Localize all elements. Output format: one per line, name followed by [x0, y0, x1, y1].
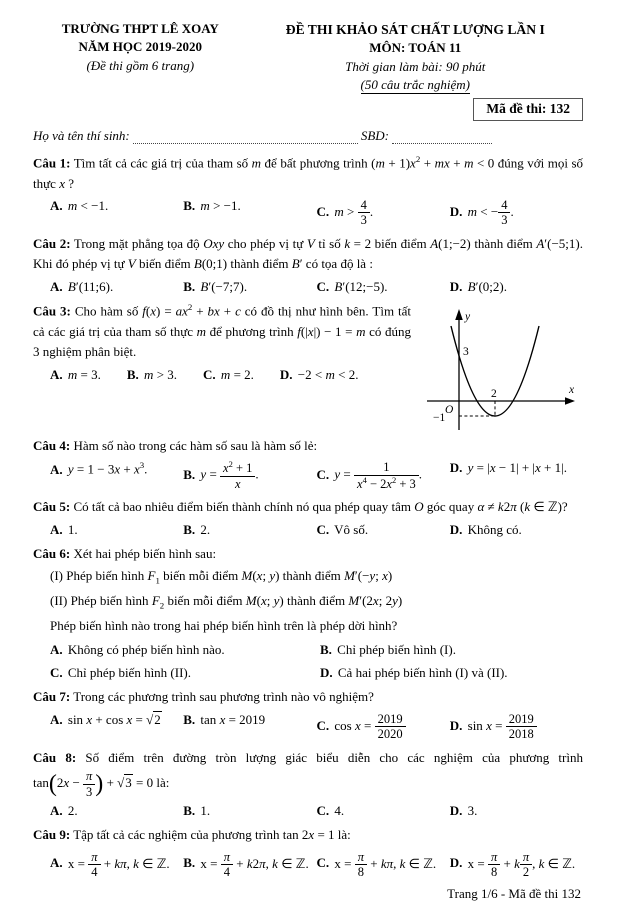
- y-axis-arrow: [455, 309, 463, 320]
- option-B: B. Chỉ phép biến hình (I).: [320, 642, 456, 658]
- question-content: [33, 301, 411, 433]
- option-letter: B.: [183, 198, 196, 214]
- option-letter: B.: [320, 642, 332, 658]
- option-letter: C.: [50, 665, 63, 681]
- option-B: B. 1.: [183, 803, 211, 819]
- option-letter: A.: [50, 855, 63, 871]
- option-letter: A.: [50, 366, 63, 382]
- option-D: D. B′(0;2).: [449, 278, 507, 294]
- option-letter: A.: [50, 803, 63, 819]
- option-D: D. x = $\frac{\pi}{8}$ + k $\frac{\pi}{2}$ , k ∈ ℤ.: [449, 849, 576, 879]
- question-body: Câu 8: Số điểm trên đường tròn lượng giác biểu diễn cho các nghiệm của phương trình: [33, 749, 583, 765]
- exam-header: [33, 20, 583, 144]
- option-letter: A.: [50, 461, 63, 477]
- sbd-label: SBD:: [360, 127, 389, 143]
- school-block: [33, 20, 248, 95]
- option-A: A. $y = 1 - 3x + x^3$.: [50, 460, 148, 477]
- questions: [33, 153, 583, 886]
- question-body: Câu 5: Có tất cả bao nhiêu điểm biến thành chính nó qua phép quay tâm O góc quay α ≠ k2π (k ∈ ℤ)?: [33, 499, 568, 515]
- option-B: B. m > −1.: [183, 198, 241, 214]
- question-label: Câu 4:: [33, 437, 71, 453]
- option-B: B. 2.: [183, 521, 211, 537]
- option-C: C. B′(12;−5).: [316, 278, 388, 294]
- option-B: B. y = $\frac{x^2 + 1}{x}$ .: [183, 459, 259, 491]
- origin-label: O: [445, 403, 454, 416]
- option-C: C. 4.: [316, 803, 345, 819]
- options: [33, 195, 583, 231]
- option-letter: D.: [449, 521, 463, 537]
- option-letter: D.: [279, 366, 293, 382]
- option-D: D. sin x = $\frac{2019}{2018}$: [450, 709, 583, 745]
- student-name-label: Họ và tên thí sinh:: [33, 127, 130, 143]
- option-letter: A.: [50, 711, 63, 727]
- option-B: B. m > 3.: [126, 366, 178, 382]
- option-B: B. x = $\frac{\pi}{4}$ + k2π, k ∈ ℤ.: [183, 849, 309, 879]
- question-body: Câu 6: Xét hai phép biến hình sau:: [33, 545, 217, 561]
- option-letter: C.: [316, 203, 330, 219]
- y-tick-label: −1: [433, 411, 446, 424]
- option-D: D. y = |x − 1| + |x + 1|.: [449, 460, 567, 476]
- question-4: [33, 436, 583, 494]
- question-3: [33, 301, 583, 433]
- option-letter: C.: [316, 855, 330, 871]
- exam-code-badge: Mã đề thi: 132: [473, 98, 583, 121]
- format-note: (50 câu trắc nghiệm): [360, 77, 470, 93]
- question-label: Câu 8:: [33, 749, 77, 765]
- options: [33, 364, 411, 386]
- question-content: [33, 687, 583, 744]
- option-letter: D.: [449, 278, 463, 294]
- option-D: D. −2 < m < 2.: [279, 366, 359, 382]
- option-letter: D.: [449, 855, 463, 871]
- pages-note: (Đề thi gồm 6 trang): [86, 57, 195, 73]
- x-axis-label: x: [569, 383, 575, 396]
- option-C: C. m = 2.: [203, 366, 254, 382]
- option-D: D. 3.: [449, 803, 478, 819]
- question-6: [33, 544, 583, 684]
- option-A: A. m = 3.: [50, 366, 101, 382]
- option-letter: A.: [50, 642, 63, 658]
- question-body: Câu 1: Tìm tất cả các giá trị của tham số m để bất phương trình $(m + 1)x^2$ + mx + m < 0 đúng với mọi số thực x ?: [33, 153, 584, 191]
- options: [33, 847, 583, 883]
- option-C: C. cos x = $\frac{2019}{2020}$: [317, 709, 450, 745]
- question-content: [33, 234, 583, 298]
- options: [33, 519, 583, 541]
- option-D: D. m < − $\frac{4}{3}$ .: [449, 198, 514, 228]
- option-A: A. 1.: [50, 521, 78, 537]
- exam-title: ĐỀ THI KHẢO SÁT CHẤT LƯỢNG LẦN I: [285, 22, 545, 37]
- option-letter: D.: [320, 665, 333, 681]
- option-C: C. y = $\frac{1}{x^4 - 2x^2 + 3}$ .: [316, 460, 423, 491]
- exam-subject: MÔN: TOÁN 11: [369, 40, 462, 56]
- question-content: [33, 436, 583, 494]
- option-letter: A.: [50, 278, 63, 294]
- question-label: Câu 2:: [33, 235, 71, 251]
- name-dotted-line: [133, 129, 358, 144]
- option-D: D. Không có.: [449, 521, 522, 537]
- option-A: A. x = $\frac{\pi}{4}$ + kπ, k ∈ ℤ.: [50, 849, 170, 879]
- page-footer: Trang 1/6 - Mã đề thi 132: [447, 886, 581, 902]
- question-subline: Phép biến hình nào trong hai phép biến hình trên là phép dời hình?: [50, 618, 398, 634]
- option-letter: C.: [316, 521, 330, 537]
- figure-parabola: [411, 301, 583, 433]
- option-letter: A.: [50, 521, 63, 537]
- question-body: Câu 9: Tập tất cả các nghiệm của phương trình tan 2x = 1 là:: [33, 827, 351, 843]
- question-label: Câu 1:: [33, 154, 71, 170]
- exam-duration: Thời gian làm bài: 90 phút: [345, 58, 486, 74]
- y-axis-label: y: [465, 310, 471, 323]
- options: [33, 276, 583, 298]
- question-subline: (I) Phép biến hình $F_1$ biến mỗi điểm M(x; y) thành điểm M′(−y; x): [50, 568, 393, 586]
- option-letter: B.: [183, 466, 196, 482]
- question-8: [33, 748, 583, 822]
- option-letter: D.: [449, 203, 463, 219]
- question-label: Câu 7:: [33, 689, 71, 705]
- question-content: [33, 544, 583, 684]
- question-content: [33, 497, 583, 541]
- option-letter: B.: [183, 278, 196, 294]
- question-label: Câu 3:: [33, 303, 71, 319]
- question-subline: (II) Phép biến hình $F_2$ biến mỗi điểm M(x; y) thành điểm M′(2x; 2y): [50, 593, 403, 611]
- question-label: Câu 5:: [33, 499, 71, 515]
- question-2: [33, 234, 583, 298]
- question-5: [33, 497, 583, 541]
- option-A: A. 2.: [50, 803, 78, 819]
- question-content: [33, 825, 583, 882]
- student-name-line: [33, 128, 495, 144]
- option-letter: B.: [183, 803, 196, 819]
- y-intercept-label: 3: [463, 345, 469, 358]
- option-C: C. Chỉ phép biến hình (II).: [50, 665, 192, 681]
- question-body: Câu 2: Trong mặt phẳng tọa độ Oxy cho phép vị tự V tỉ số k = 2 biến điểm A(1;−2) thành điểm A′(−5;1). Khi đó phép vị tự V biến điểm B(0;1) thành điểm B′ có tọa độ là :: [33, 235, 583, 272]
- option-letter: B.: [183, 711, 196, 727]
- option-letter: C.: [203, 366, 216, 382]
- question-body: Câu 7: Trong các phương trình sau phương trình nào vô nghiệm?: [33, 689, 374, 705]
- options: [33, 639, 583, 684]
- question-formula: tan(2x − $\frac{\pi}{3}$ ) + √3 = 0 là:: [33, 769, 170, 799]
- option-letter: D.: [449, 460, 463, 476]
- option-letter: D.: [449, 717, 463, 733]
- school-year: NĂM HỌC 2019-2020: [78, 39, 202, 55]
- option-A: A. m < −1.: [50, 198, 109, 214]
- option-letter: A.: [50, 198, 63, 214]
- options: [33, 709, 583, 745]
- options: [33, 800, 583, 822]
- question-body: Câu 4: Hàm số nào trong các hàm số sau là hàm số lẻ:: [33, 437, 318, 453]
- option-C: C. m > $\frac{4}{3}$ .: [316, 198, 374, 228]
- option-A: A. B′(11;6).: [50, 278, 114, 294]
- option-B: B. B′(−7;7).: [183, 278, 248, 294]
- option-letter: C.: [316, 278, 330, 294]
- question-7: [33, 687, 583, 744]
- question-content: [33, 748, 583, 822]
- options: [33, 457, 583, 494]
- sbd-dotted-line: [392, 129, 492, 144]
- option-letter: B.: [183, 855, 196, 871]
- parabola-figure: [423, 303, 583, 433]
- option-letter: C.: [316, 466, 330, 482]
- option-B: B. tan x = 2019: [183, 711, 266, 727]
- question-9: [33, 825, 583, 882]
- question-content: [33, 153, 583, 231]
- x-axis-arrow: [565, 397, 575, 405]
- option-A: A. Không có phép biến hình nào.: [50, 642, 225, 658]
- school-name: TRƯỜNG THPT LÊ XOAY: [61, 21, 219, 36]
- option-letter: C.: [316, 803, 330, 819]
- question-1: [33, 153, 583, 231]
- question-label: Câu 9:: [33, 827, 71, 843]
- option-A: A. sin x + cos x = √2: [50, 711, 161, 727]
- option-letter: B.: [183, 521, 196, 537]
- option-letter: C.: [316, 717, 330, 733]
- option-D: D. Cả hai phép biến hình (I) và (II).: [320, 665, 508, 681]
- title-block: [248, 20, 584, 95]
- option-C: C. Vô số.: [316, 521, 369, 537]
- option-letter: D.: [449, 803, 463, 819]
- question-body: Câu 3: Cho hàm số $f(x) = ax^2$ + bx + c có đồ thị như hình bên. Tìm tất cả các giá trị của tham số thực m để phương trình f(|x|) − 1 = m có đúng 3 nghiệm phân biệt.: [33, 301, 411, 360]
- option-letter: B.: [126, 366, 139, 382]
- x-tick-label: 2: [491, 387, 497, 400]
- option-C: C. x = $\frac{\pi}{8}$ + kπ, k ∈ ℤ.: [316, 849, 437, 879]
- question-label: Câu 6:: [33, 545, 71, 561]
